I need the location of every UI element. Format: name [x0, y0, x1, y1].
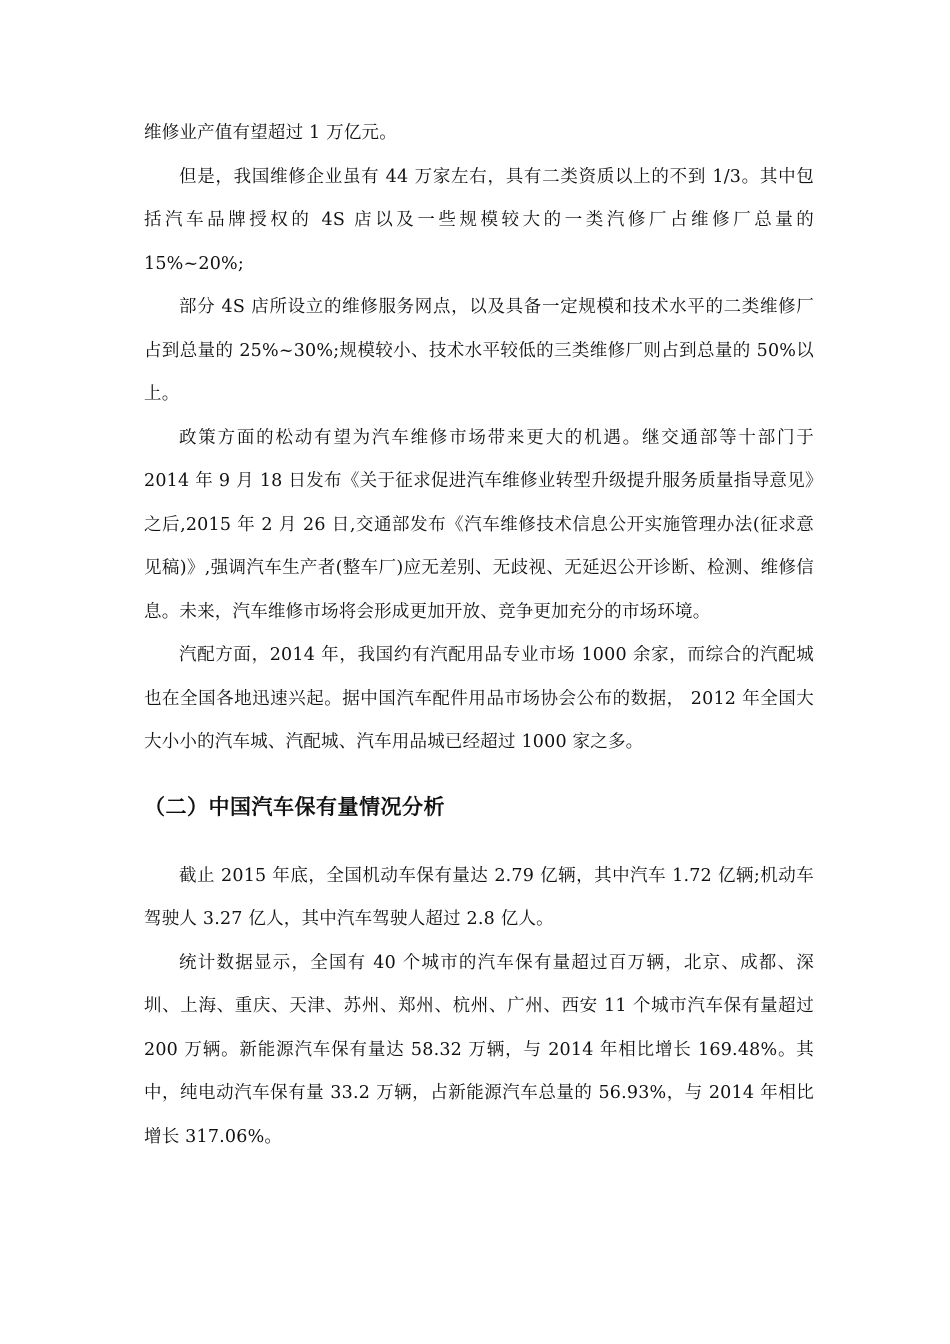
document-page — [144, 112, 814, 1159]
paragraph: 维修业产值有望超过 1 万亿元。 — [144, 123, 397, 143]
section-heading: （二）中国汽车保有量情况分析 — [144, 794, 445, 819]
paragraph: 部分 4S 店所设立的维修服务网点，以及具备一定规模和技术水平的二类维修厂占到总量的 25%~30%;规模较小、技术水平较低的三类维修厂则占到总量的 50%以上。 — [144, 297, 814, 404]
paragraph: 汽配方面，2014 年，我国约有汽配用品专业市场 1000 余家，而综合的汽配城也在全国各地迅速兴起。据中国汽车配件用品市场协会公布的数据， 2012 年全国大大小小的汽车城、汽配城、汽车用品城已经超过 1000 家之多。 — [144, 645, 814, 752]
paragraph: 政策方面的松动有望为汽车维修市场带来更大的机遇。继交通部等十部门于 2014 年 9 月 18 日发布《关于征求促进汽车维修业转型升级提升服务质量指导意见》之后,2015 年 2 月 26 日,交通部发布《汽车维修技术信息公开实施管理办法(征求意见稿)》,强调汽车生产者(整车厂)应无差别、无歧视、无延迟公开诊断、检测、维修信息。未来，汽车维修市场将会形成更加开放、竞争更加充分的市场环境。 — [144, 427, 814, 622]
paragraph: 统计数据显示，全国有 40 个城市的汽车保有量超过百万辆，北京、成都、深圳、上海、重庆、天津、苏州、郑州、杭州、广州、西安 11 个城市汽车保有量超过 200 万辆。新能源汽车保有量达 58.32 万辆，与 2014 年相比增长 169.48%。其中，纯电动汽车保有量 33.2 万辆，占新能源汽车总量的 56.93%，与 2014 年相比增长 317.06%。 — [144, 952, 814, 1147]
paragraph: 但是，我国维修企业虽有 44 万家左右，具有二类资质以上的不到 1/3。其中包括汽车品牌授权的 4S 店以及一些规模较大的一类汽修厂占维修厂总量的 15%~20%; — [144, 166, 814, 274]
paragraph: 截止 2015 年底，全国机动车保有量达 2.79 亿辆，其中汽车 1.72 亿辆;机动车驾驶人 3.27 亿人，其中汽车驾驶人超过 2.8 亿人。 — [144, 865, 814, 929]
section-spacer — [144, 837, 814, 855]
